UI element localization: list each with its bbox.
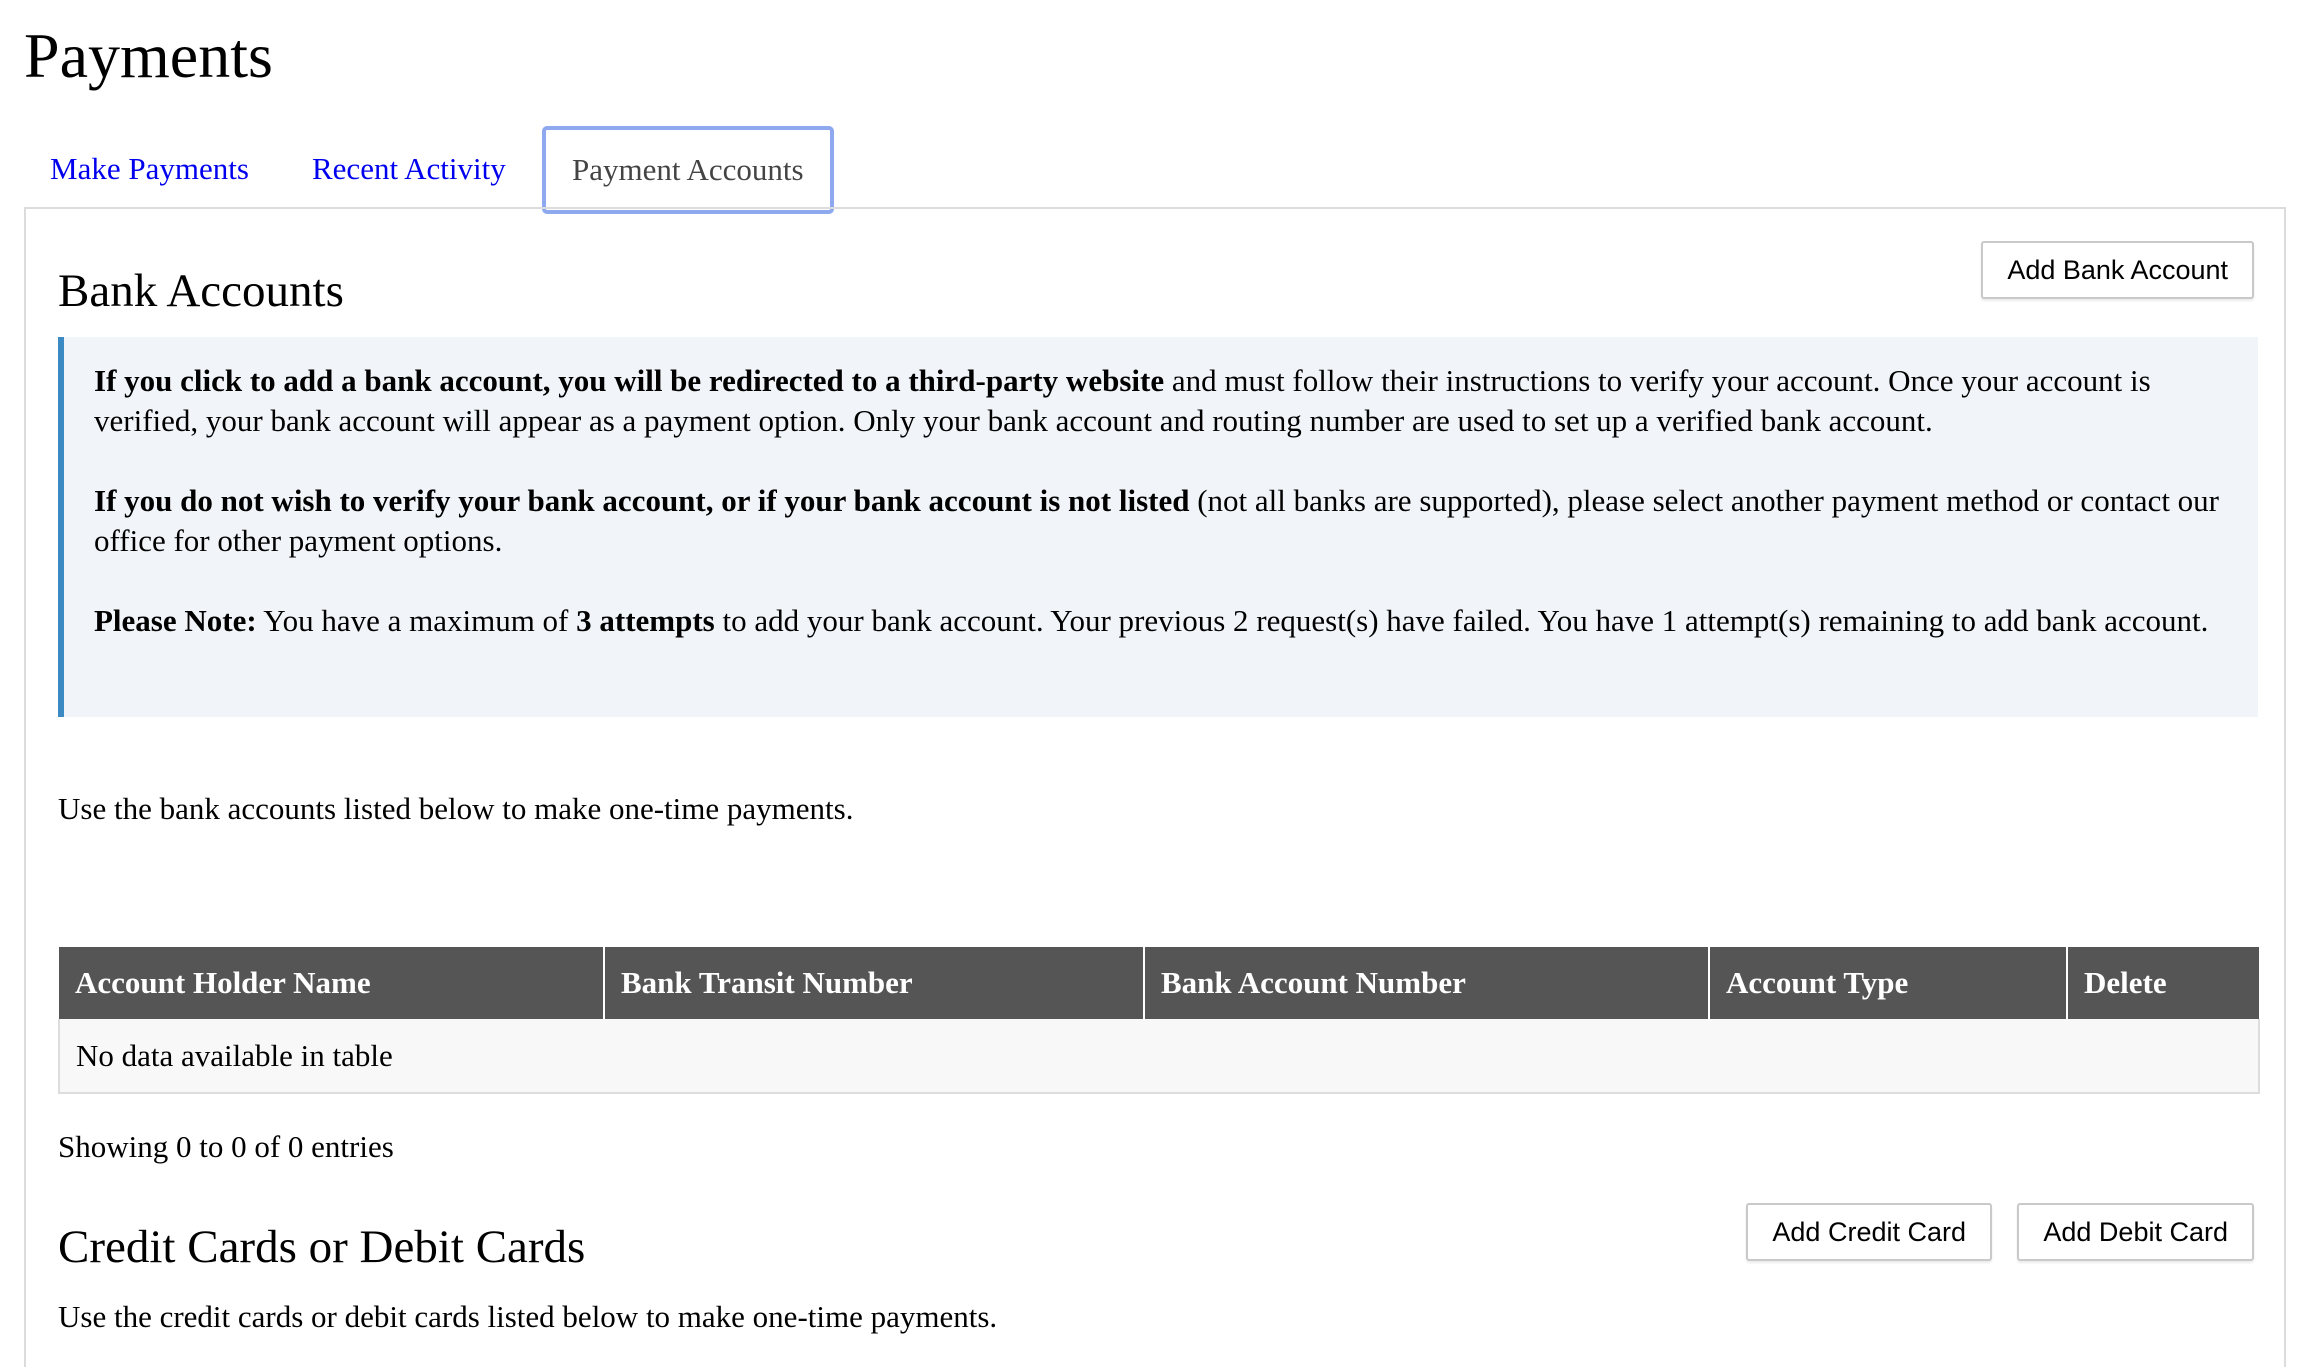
page-title: Payments <box>24 20 273 91</box>
notice-not-listed-bold: If you do not wish to verify your bank account, or if your bank account is not listed <box>94 483 1190 518</box>
notice-not-listed-text: (not all banks are supported), please select another payment method or contact our office for other payment options. <box>94 483 2220 558</box>
bank-accounts-table <box>58 947 2260 1094</box>
notice-redirect-text: and must follow their instructions to verify your account. Once your account is verified, your bank account will appear as a payment option. Only your bank account and routing number are used to set up a verified bank account. <box>94 363 2151 438</box>
column-account-type[interactable]: Account Type <box>1709 947 2067 1019</box>
tab-make-payments[interactable]: Make Payments <box>50 151 249 186</box>
column-delete[interactable]: Delete <box>2067 947 2259 1019</box>
add-bank-account-button[interactable]: Add Bank Account <box>1981 241 2254 299</box>
notice-attempts-bold: 3 attempts <box>576 603 715 638</box>
tab-payment-accounts[interactable]: Payment Accounts <box>542 126 834 214</box>
notice-paragraph-attempts <box>94 601 2228 641</box>
notice-attempts-text-b: to add your bank account. Your previous 2 request(s) have failed. You have 1 attempt(s) remaining to add bank account. <box>714 603 2209 638</box>
notice-attempts-text-a: You have a maximum of <box>256 603 577 638</box>
table-empty-message: No data available in table <box>59 1019 2259 1093</box>
notice-paragraph-redirect <box>94 361 2228 441</box>
notice-redirect-bold: If you click to add a bank account, you will be redirected to a third-party website <box>94 363 1165 398</box>
column-bank-account-number[interactable]: Bank Account Number <box>1144 947 1709 1019</box>
column-bank-transit-number[interactable]: Bank Transit Number <box>604 947 1144 1019</box>
bank-account-notice <box>58 337 2258 717</box>
add-credit-card-button[interactable]: Add Credit Card <box>1746 1203 1992 1261</box>
cards-intro: Use the credit cards or debit cards listed below to make one-time payments. <box>58 1299 998 1334</box>
tab-recent-activity[interactable]: Recent Activity <box>312 151 506 186</box>
payment-accounts-panel <box>24 207 2286 1367</box>
notice-please-note-bold: Please Note: <box>94 603 257 638</box>
table-info: Showing 0 to 0 of 0 entries <box>58 1129 394 1164</box>
bank-accounts-title: Bank Accounts <box>58 265 344 317</box>
notice-paragraph-not-listed <box>94 481 2228 561</box>
add-debit-card-button[interactable]: Add Debit Card <box>2017 1203 2254 1261</box>
cards-title: Credit Cards or Debit Cards <box>58 1221 586 1273</box>
table-row <box>59 1019 2259 1093</box>
tab-bar <box>24 126 2284 216</box>
bank-accounts-intro: Use the bank accounts listed below to make one-time payments. <box>58 791 854 826</box>
column-account-holder-name[interactable]: Account Holder Name <box>59 947 604 1019</box>
table-header-row <box>59 947 2259 1019</box>
